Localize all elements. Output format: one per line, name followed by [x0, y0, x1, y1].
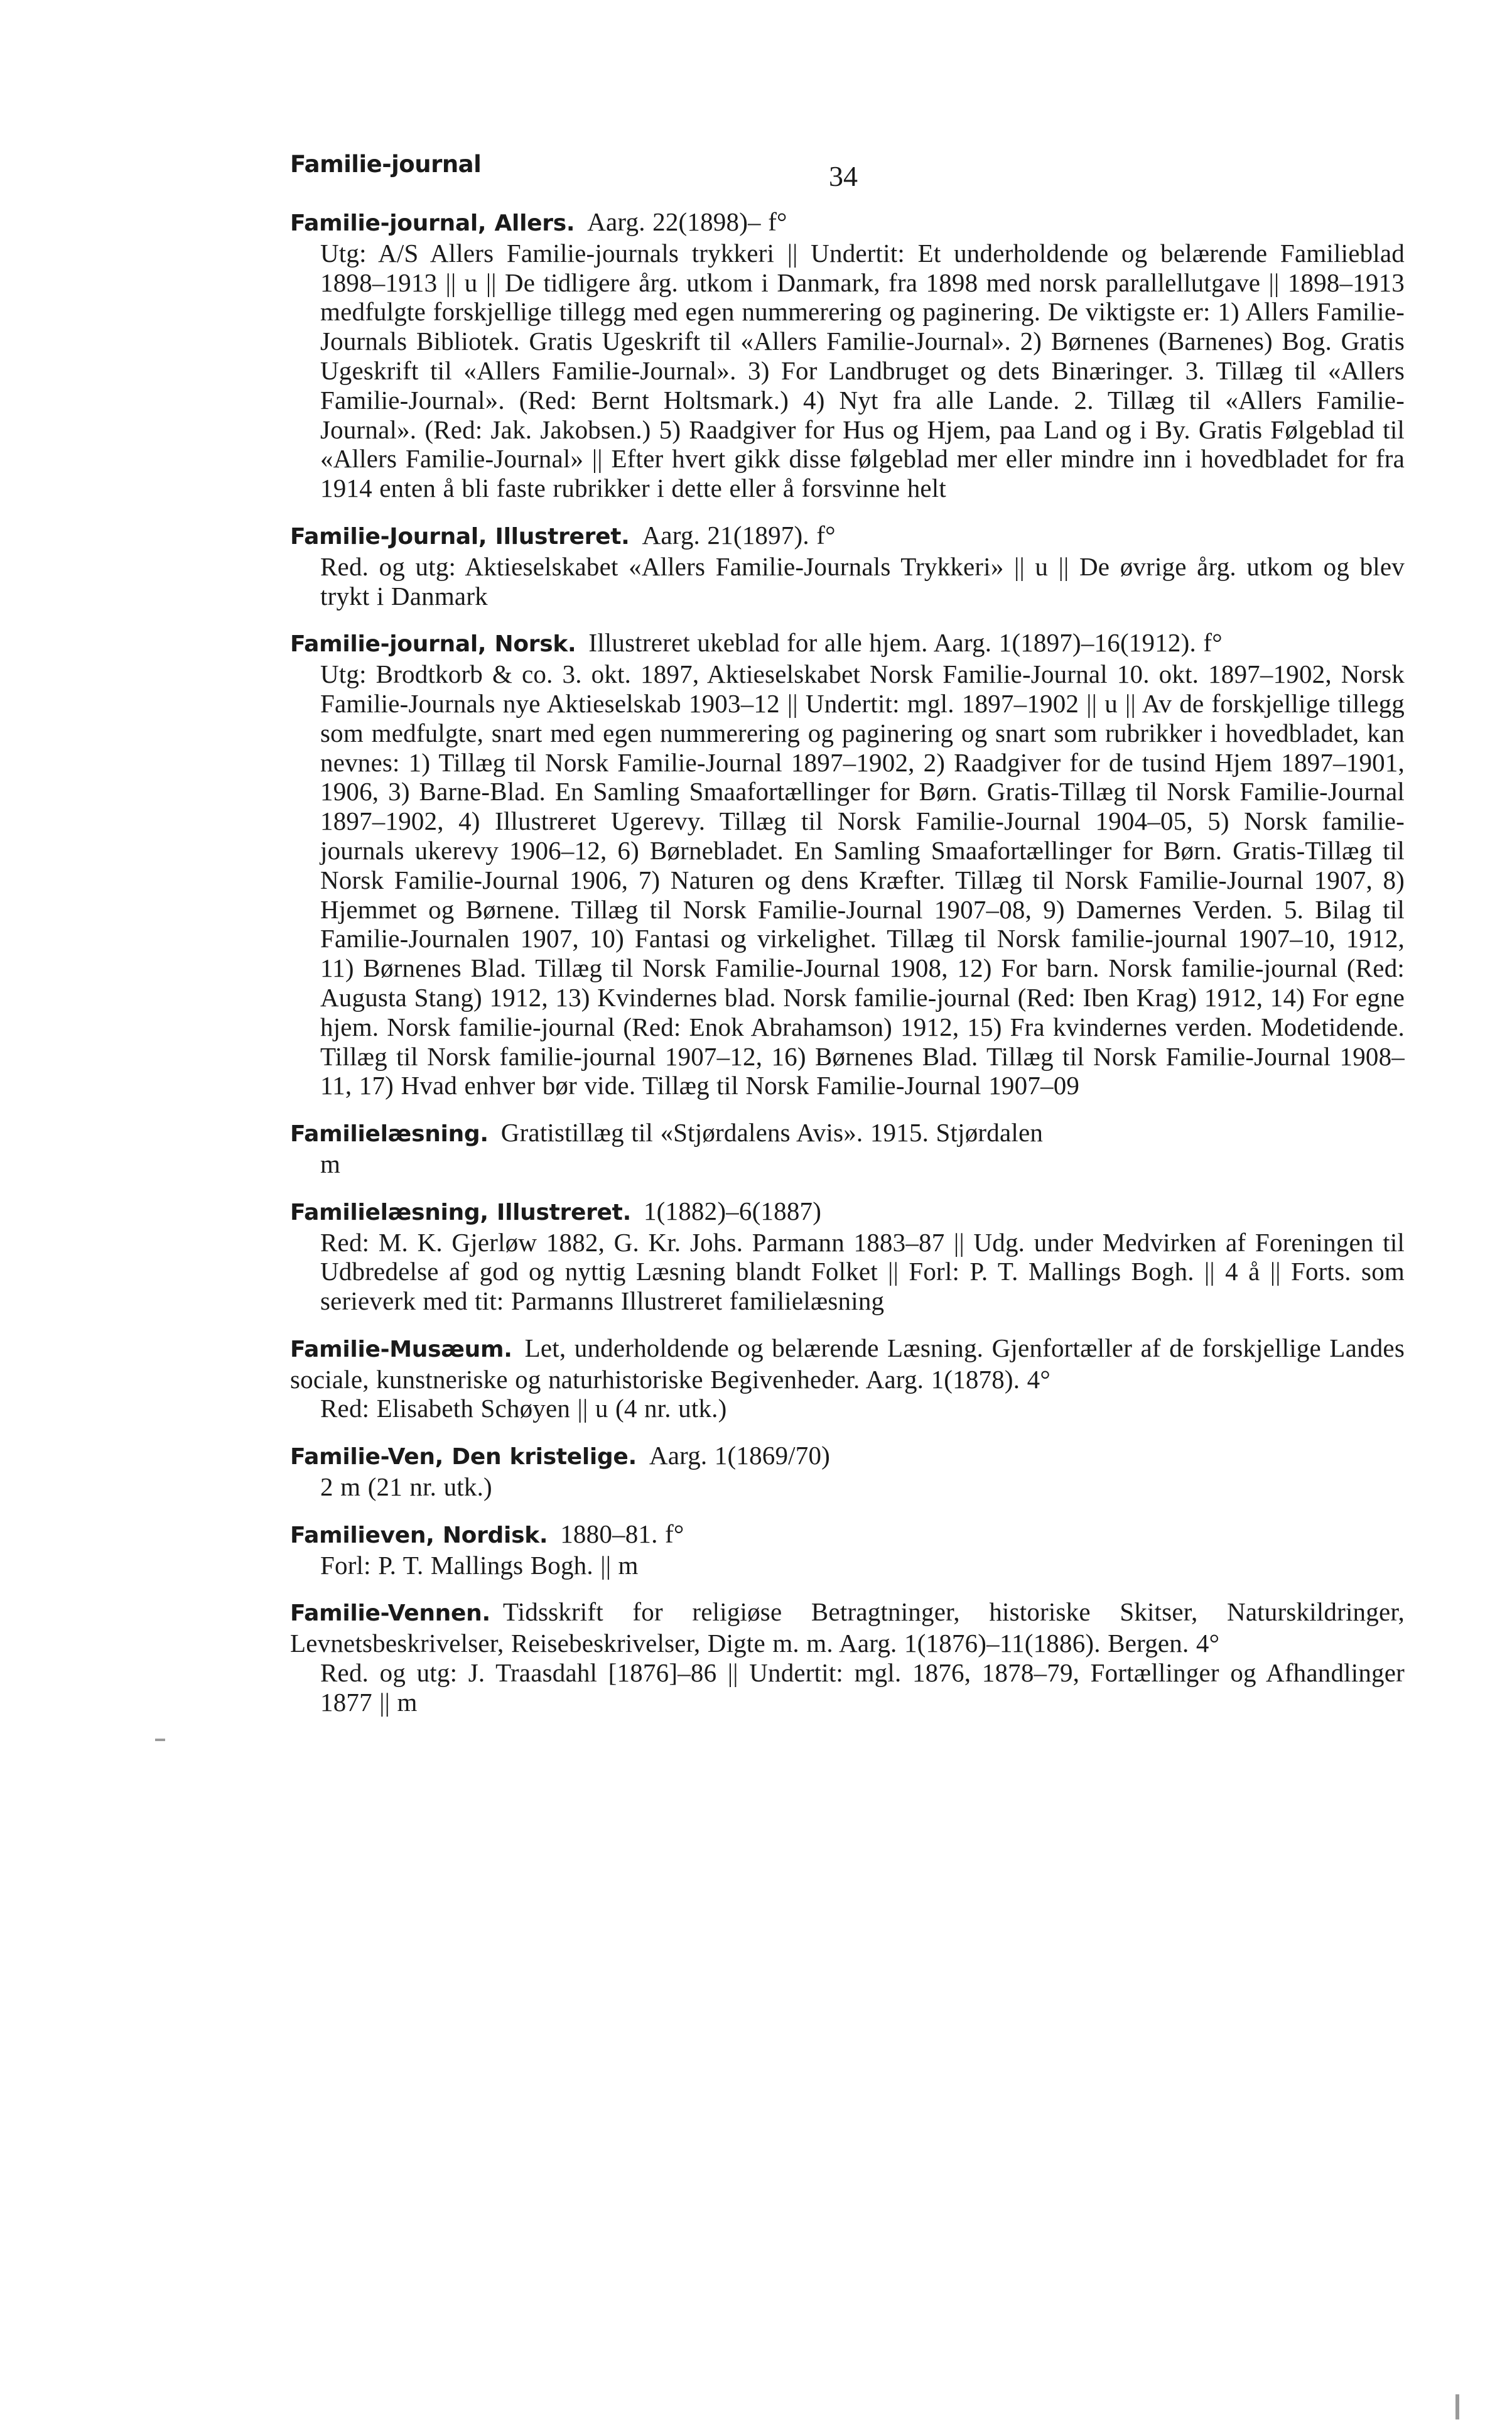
entry-heading: Familieven, Nordisk.	[290, 1522, 548, 1548]
entry-text: Red: M. K. Gjerløw 1882, G. Kr. Johs. Parmann 1883–87 || Udg. under Medvirken af Foreningen til Udbredelse af god og nyttig Læsning blandt Folket || Forl: P. T. Mallings Bogh. || 4 å || Forts. som serieverk med tit: Parmanns Illustreret familielæsning	[320, 1227, 1405, 1316]
entry-text: 1(1882)–6(1887)	[643, 1196, 822, 1225]
entry-first-line	[290, 1597, 1405, 1658]
running-title: Familie-journal	[290, 151, 482, 178]
entry-norsk	[290, 628, 1405, 1100]
entry-heading: Familie-Ven, Den kristelige.	[290, 1444, 637, 1470]
entry-text: Red: Elisabeth Schøyen || u (4 nr. utk.)	[320, 1394, 727, 1423]
entry-text: Utg: Brodtkorb & co. 3. okt. 1897, Aktieselskabet Norsk Familie-Journal 10. okt. 1897–1902, Norsk Familie-Journals nye Aktieselskab 1903–12 || Undertit: mgl. 1897–1902 || u || Av de forskjellige tillegg som medfulgte, snart med egen nummerering og paginering og snart som rubrikker i hovedbladet, kan nevnes: 1) Tillæg til Norsk Familie-Journal 1897–1902, 2) Raadgiver for de tusind Hjem 1897–1901, 1906, 3) Barne-Blad. En Samling Smaafortællinger for Børn. Gratis-Tillæg til Norsk Familie-Journal 1897–1902, 4) Illustreret Ugerevy. Tillæg til Norsk Familie-Journal 1904–05, 5) Norsk familie-journals ukerevy 1906–12, 6) Børnebladet. En Samling Smaafortællinger for Børn. Gratis-Tillæg til Norsk Familie-Journal 1906, 7) Naturen og dens Kræfter. Tillæg til Norsk Familie-Journal 1907, 8) Hjemmet og Børnene. Tillæg til Norsk Familie-Journal 1907–08, 9) Damernes Verden. 5. Bilag til Familie-Journalen 1907, 10) Fantasi og virkelighet. Tillæg til Norsk familie-journal 1907–10, 1912, 11) Børnenes Blad. Tillæg til Norsk Familie-Journal 1908, 12) For barn. Norsk familie-journal (Red: Augusta Stang) 1912, 13) Kvindernes blad. Norsk familie-journal (Red: Iben Krag) 1912, 14) For egne hjem. Norsk familie-journal (Red: Enok Abrahamson) 1912, 15) Fra kvindernes verden. Modetidende. Tillæg til Norsk familie-journal 1907–12, 16) Børnenes Blad. Tillæg til Norsk Familie-Journal 1908–11, 17) Hvad enhver bør vide. Tillæg til Norsk Familie-Journal 1907–09	[320, 660, 1405, 1100]
scan-mark	[1455, 2394, 1459, 2419]
entry-text: 1880–81. f°	[560, 1519, 684, 1548]
entry-first-line	[290, 1441, 1405, 1472]
entry-text: Let, underholdende og belærende Læsning. Gjenfortæller af de forskjellige Landes sociale, kunstneriske og naturhistoriske Begivenheder. Aarg. 1(1878). 4°	[290, 1333, 1405, 1394]
page-number: 34	[829, 160, 858, 192]
entry-text: Aarg. 1(1869/70)	[649, 1441, 831, 1470]
entry-familie-musaeum	[290, 1333, 1405, 1423]
entry-text: Red. og utg: J. Traasdahl [1876]–86 || Undertit: mgl. 1876, 1878–79, Fortællinger og Afhandlinger 1877 || m	[320, 1658, 1405, 1717]
scan-mark	[155, 1739, 165, 1741]
entry-text: Utg: A/S Allers Familie-journals trykkeri || Undertit: Et underholdende og belærende Familieblad 1898–1913 || u || De tidligere årg. utkom i Danmark, fra 1898 med norsk parallellutgave || 1898–1913 medfulgte forskjellige tillegg med egen nummerering og paginering. De viktigste er: 1) Allers Familie-Journals Bibliotek. Gratis Ugeskrift til «Allers Familie-Journal». 2) Børnenes (Barnenes) Bog. Gratis Ugeskrift til «Allers Familie-Journal». 3) For Landbruget og dets Binæringer. 3. Tillæg til «Allers Familie-Journal». (Red: Bernt Holtsmark.) 4) Nyt fra alle Lande. 2. Tillæg til «Allers Familie-Journal». (Red: Jak. Jakobsen.) 5) Raadgiver for Hus og Hjem, paa Land og i By. Gratis Følgeblad til «Allers Familie-Journal» || Efter hvert gikk disse følgeblad mer eller mindre inn i hovedbladet for fra 1914 enten å bli faste rubrikker i dette eller å forsvinne helt	[320, 238, 1405, 503]
entry-familie-vennen	[290, 1597, 1405, 1717]
entry-text: Forl: P. T. Mallings Bogh. || m	[320, 1550, 639, 1580]
entry-first-line	[290, 1197, 1405, 1228]
entry-list	[290, 207, 1405, 1735]
entry-first-line	[290, 521, 1405, 552]
entry-text: Aarg. 21(1897). f°	[642, 520, 836, 550]
entry-first-line	[290, 1118, 1405, 1149]
entry-text: Gratistillæg til «Stjørdalens Avis». 1915. Stjørdalen	[500, 1118, 1044, 1148]
entry-heading: Familie-journal, Allers.	[290, 210, 575, 236]
entry-text: Illustreret ukeblad for alle hjem. Aarg. 1(1897)–16(1912). f°	[588, 628, 1223, 658]
entry-heading: Familie-Vennen.	[290, 1600, 490, 1627]
entry-first-line	[290, 628, 1405, 660]
entry-familieven-nordisk	[290, 1519, 1405, 1580]
entry-heading: Familie-Journal, Illustreret.	[290, 523, 630, 550]
entry-first-line	[290, 207, 1405, 239]
entry-illustreret	[290, 521, 1405, 611]
entry-familielaesning-illustreret	[290, 1197, 1405, 1316]
entry-text: Red. og utg: Aktieselskabet «Allers Familie-Journals Trykkeri» || u || De øvrige årg. utkom og blev trykt i Danmark	[320, 551, 1405, 611]
entry-text: m	[320, 1149, 341, 1178]
entry-text: Aarg. 22(1898)– f°	[587, 207, 787, 236]
entry-familielaesning	[290, 1118, 1405, 1179]
entry-first-line	[290, 1519, 1405, 1551]
entry-text: 2 m (21 nr. utk.)	[320, 1472, 492, 1502]
entry-allers	[290, 207, 1405, 503]
entry-text: Tidsskrift for religiøse Betragtninger, historiske Skitser, Naturskildringer, Levnetsbeskrivelser, Reisebeskrivelser, Digte m. m. Aarg. 1(1876)–11(1886). Bergen. 4°	[290, 1597, 1405, 1658]
entry-heading: Familie-Musæum.	[290, 1336, 512, 1362]
entry-first-line	[290, 1333, 1405, 1394]
entry-heading: Familie-journal, Norsk.	[290, 631, 576, 658]
entry-heading: Familielæsning.	[290, 1121, 489, 1148]
entry-familie-ven	[290, 1441, 1405, 1502]
entry-heading: Familielæsning, Illustreret.	[290, 1199, 631, 1225]
